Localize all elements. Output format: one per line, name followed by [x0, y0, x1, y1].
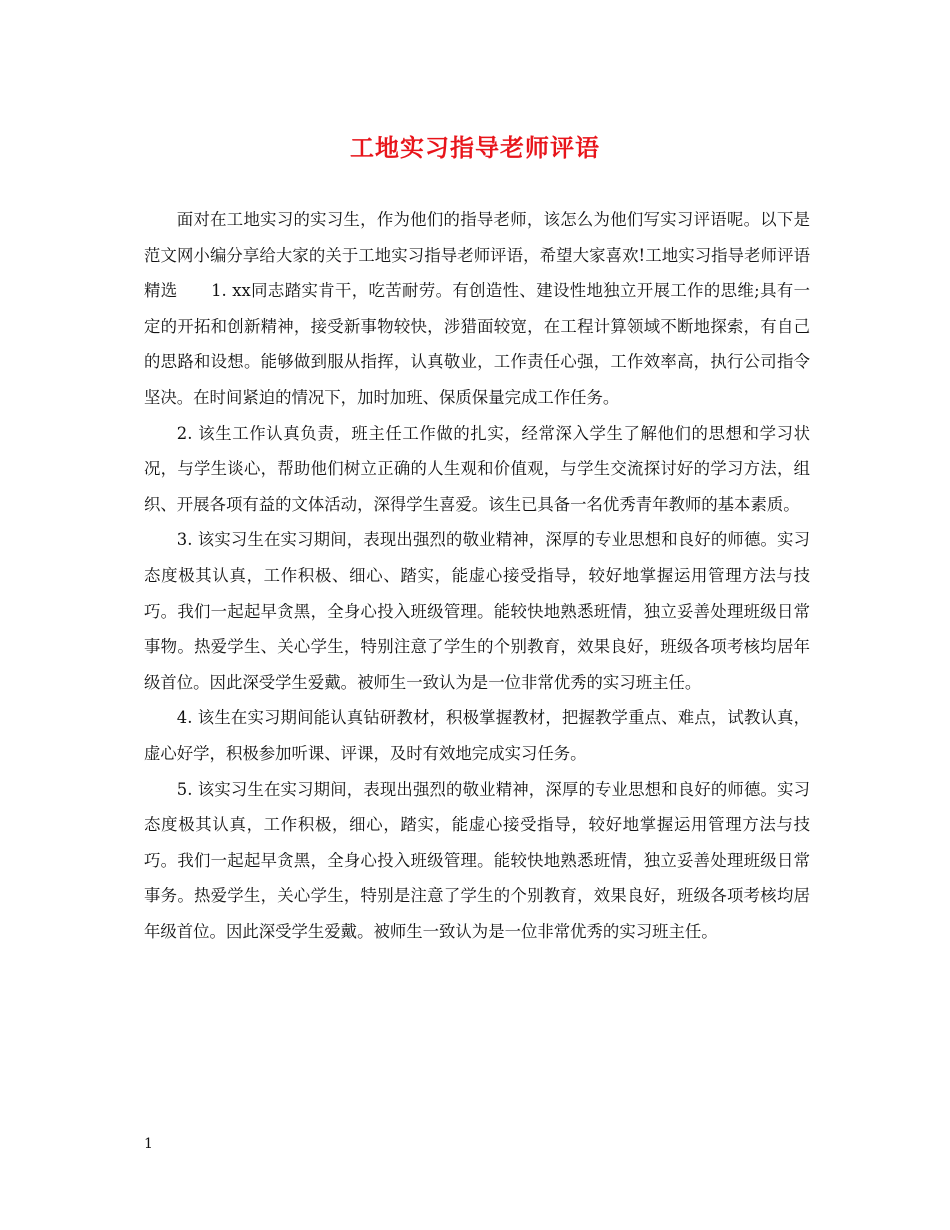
paragraph-5: 5. 该实习生在实习期间，表现出强烈的敬业精神，深厚的专业思想和良好的师德。实习态度极其认真，工作积极，细心，踏实，能虚心接受指导，较好地掌握运用管理方法与技巧。我们一起起早贪黑，全身心投入班级管理。能较快地熟悉班情，独立妥善处理班级日常事务。热爱学生，关心学生，特别是注意了学生的个别教育，效果良好，班级各项考核均居年级首位。因此深受学生爱戴。被师生一致认为是一位非常优秀的实习班主任。 [144, 779, 810, 941]
document-body [144, 202, 810, 949]
paragraph-2: 2. 该生工作认真负责，班主任工作做的扎实，经常深入学生了解他们的思想和学习状况，与学生谈心，帮助他们树立正确的人生观和价值观，与学生交流探讨好的学习方法，组织、开展各项有益的文体活动，深得学生喜爱。该生已具备一名优秀青年教师的基本素质。 [144, 423, 810, 514]
paragraph-3: 3. 该实习生在实习期间，表现出强烈的敬业精神，深厚的专业思想和良好的师德。实习态度极其认真，工作积极、细心、踏实，能虚心接受指导，较好地掌握运用管理方法与技巧。我们一起起早贪黑，全身心投入班级管理。能较快地熟悉班情，独立妥善处理班级日常事物。热爱学生、关心学生，特别注意了学生的个别教育，效果良好，班级各项考核均居年级首位。因此深受学生爱戴。被师生一致认为是一位非常优秀的实习班主任。 [144, 530, 810, 692]
page-number: 1 [144, 1136, 153, 1152]
paragraph-4: 4. 该生在实习期间能认真钻研教材，积极掌握教材，把握教学重点、难点，试教认真，虚心好学，积极参加听课、评课，及时有效地完成实习任务。 [144, 708, 810, 763]
paragraph-intro: 面对在工地实习的实习生，作为他们的指导老师，该怎么为他们写实习评语呢。以下是范文网小编分享给大家的关于工地实习指导老师评语，希望大家喜欢!工地实习指导老师评语精选 1. xx同志踏实肯干，吃苦耐劳。有创造性、建设性地独立开展工作的思维;具有一定的开拓和创新精神，接受新事物较快，涉猎面较宽，在工程计算领域不断地探索，有自己的思路和设想。能够做到服从指挥，认真敬业，工作责任心强，工作效率高，执行公司指令坚决。在时间紧迫的情况下，加时加班、保质保量完成工作任务。 [144, 210, 810, 407]
page-title: 工地实习指导老师评语 [350, 134, 600, 162]
